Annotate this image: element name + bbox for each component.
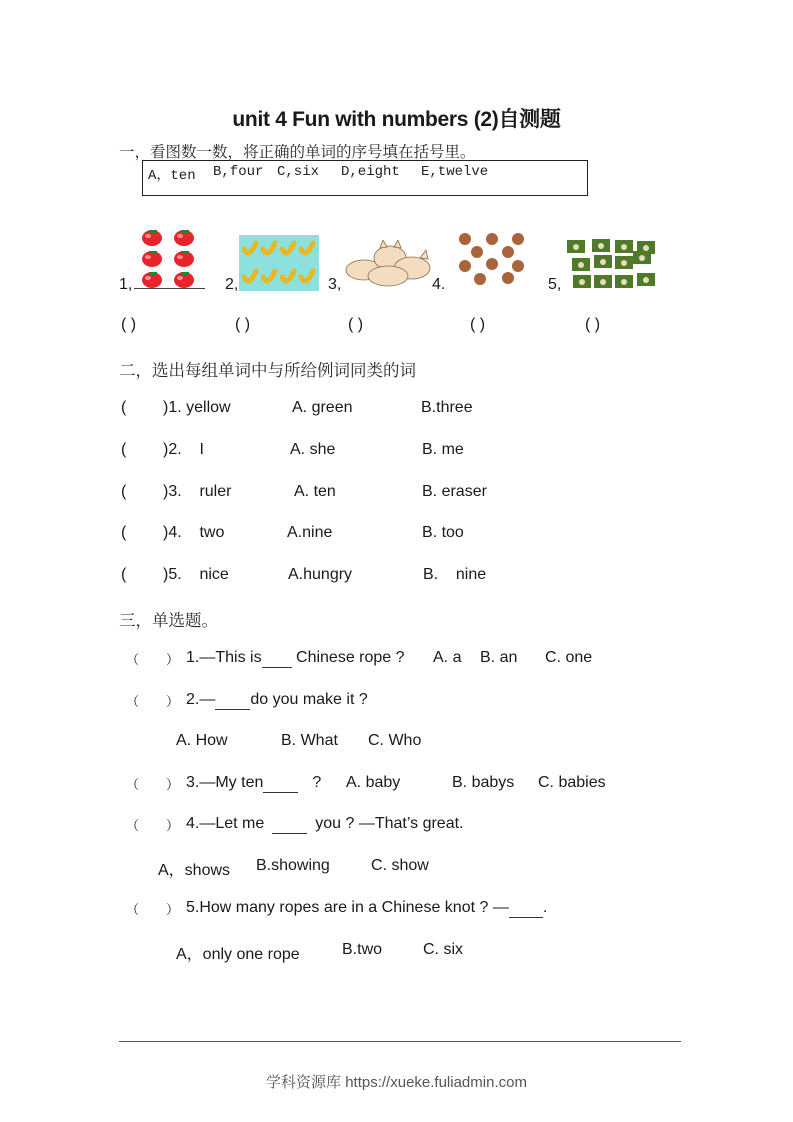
s3-q5-paren-right[interactable]: ） <box>166 902 180 917</box>
s3-q2-blank <box>215 691 250 710</box>
s3-q5-option-b: B.two <box>342 941 383 958</box>
section2-heading: 二，选出每组单词中与所给例词同类的词 <box>119 361 416 380</box>
s3-q4-text-post: you ? —That’s great. <box>315 815 464 832</box>
s3-q5-question <box>186 899 547 918</box>
s3-q4-text-pre: 4.—Let me <box>186 815 265 832</box>
s3-q4-option-a: A，shows <box>158 862 231 879</box>
s2-q2-paren[interactable]: ( <box>121 441 127 458</box>
s2-q5-option-b: B. nine <box>423 566 487 583</box>
footer-source: 学科资源库 https://xueke.fuliadmin.com <box>266 1074 527 1091</box>
s3-q1-text-pre: 1.—This is <box>186 649 262 666</box>
s3-q5-text-post: . <box>542 899 548 916</box>
cats-image <box>342 240 434 288</box>
s3-q2-text-pre: 2.— <box>186 691 216 708</box>
s3-q1-blank <box>262 649 292 668</box>
s2-q2-option-b: B. me <box>422 441 464 458</box>
section1-heading: 一，看图数一数，将正确的单词的序号填在括号里。 <box>119 143 476 161</box>
item4-label: 4. <box>432 276 446 293</box>
s3-q1-option-a: A. a <box>433 649 462 666</box>
s3-q1-paren-right[interactable]: ） <box>166 652 180 667</box>
s2-q4-paren[interactable]: ( <box>121 524 127 541</box>
s3-q4-blank <box>272 815 307 834</box>
s3-q5-text-pre: 5.How many ropes are in a Chinese knot ? — <box>186 899 509 916</box>
s3-q2-option-c: C. Who <box>368 732 422 749</box>
option-c: C,six <box>277 164 320 180</box>
s2-q1-paren[interactable]: ( <box>121 399 127 416</box>
s2-q3-paren[interactable]: ( <box>121 483 127 500</box>
s3-q2-question <box>186 691 368 710</box>
s2-q5-text: )5. nice <box>163 566 229 583</box>
word-options-box <box>142 160 588 196</box>
s3-q2-paren-right[interactable]: ） <box>166 694 180 709</box>
s3-q1-paren-left[interactable]: （ <box>126 652 140 667</box>
s3-q4-paren-left[interactable]: （ <box>126 818 140 833</box>
s3-q1-question <box>186 649 405 668</box>
tomatoes-image <box>138 228 200 290</box>
s2-q5-paren[interactable]: ( <box>121 566 127 583</box>
bears-image <box>455 230 535 290</box>
footer-divider <box>119 1041 681 1042</box>
s3-q3-text-pre: 3.—My ten <box>186 774 264 791</box>
s2-q2-option-a: A. she <box>290 441 336 458</box>
s3-q3-blank <box>263 774 298 793</box>
s2-q1-text: )1. yellow <box>163 399 231 416</box>
s3-q5-option-c: C. six <box>423 941 463 958</box>
option-e: E,twelve <box>421 164 489 180</box>
s3-q4-option-c: C. show <box>371 857 429 874</box>
item2-label: 2, <box>225 276 239 293</box>
s3-q2-paren-left[interactable]: （ <box>126 694 140 709</box>
option-a: A，ten <box>148 168 196 184</box>
s2-q4-option-b: B. too <box>422 524 464 541</box>
s2-q3-option-b: B. eraser <box>422 483 487 500</box>
s3-q3-paren-left[interactable]: （ <box>126 777 140 792</box>
s3-q4-question <box>186 815 464 834</box>
s3-q1-option-c: C. one <box>545 649 593 666</box>
s2-q4-text: )4. two <box>163 524 225 541</box>
item4-answer-blank[interactable]: ( ) <box>470 316 486 333</box>
item1-answer-blank[interactable]: ( ) <box>121 316 137 333</box>
option-d: D,eight <box>341 164 400 180</box>
s3-q1-text-post: Chinese rope ? <box>291 649 405 666</box>
s2-q1-option-a: A. green <box>292 399 353 416</box>
s3-q1-option-b: B. an <box>480 649 518 666</box>
s3-q4-paren-right[interactable]: ） <box>166 818 180 833</box>
s3-q3-option-a: A. baby <box>346 774 401 791</box>
s3-q3-question <box>186 774 321 793</box>
item3-label: 3, <box>328 276 342 293</box>
item1-label: 1, <box>119 276 133 293</box>
s3-q3-paren-right[interactable]: ） <box>166 777 180 792</box>
s3-q3-text-post: ? <box>312 774 322 791</box>
s2-q2-text: )2. I <box>163 441 204 458</box>
s3-q5-option-a: A，only one rope <box>176 946 300 963</box>
s3-q2-text-post: do you make it ? <box>250 691 368 708</box>
option-b: B,four <box>213 164 264 180</box>
s3-q5-paren-left[interactable]: （ <box>126 902 140 917</box>
s3-q5-blank <box>509 899 543 918</box>
s3-q4-option-b: B.showing <box>256 857 330 874</box>
s3-q2-option-a: A. How <box>176 732 228 749</box>
s2-q1-option-b: B.three <box>421 399 473 416</box>
item5-answer-blank[interactable]: ( ) <box>585 316 601 333</box>
page-title: unit 4 Fun with numbers (2)自测题 <box>232 108 561 131</box>
item2-answer-blank[interactable]: ( ) <box>235 316 251 333</box>
bananas-image <box>239 235 319 291</box>
s3-q3-option-c: C. babies <box>538 774 606 791</box>
s3-q2-option-b: B. What <box>281 732 338 749</box>
section3-heading: 三，单选题。 <box>119 611 218 630</box>
s2-q4-option-a: A.nine <box>287 524 333 541</box>
item5-label: 5, <box>548 276 562 293</box>
dogs-image <box>565 238 657 290</box>
s3-q3-option-b: B. babys <box>452 774 515 791</box>
s2-q5-option-a: A.hungry <box>288 566 353 583</box>
item3-answer-blank[interactable]: ( ) <box>348 316 364 333</box>
s2-q3-option-a: A. ten <box>294 483 336 500</box>
s2-q3-text: )3. ruler <box>163 483 232 500</box>
